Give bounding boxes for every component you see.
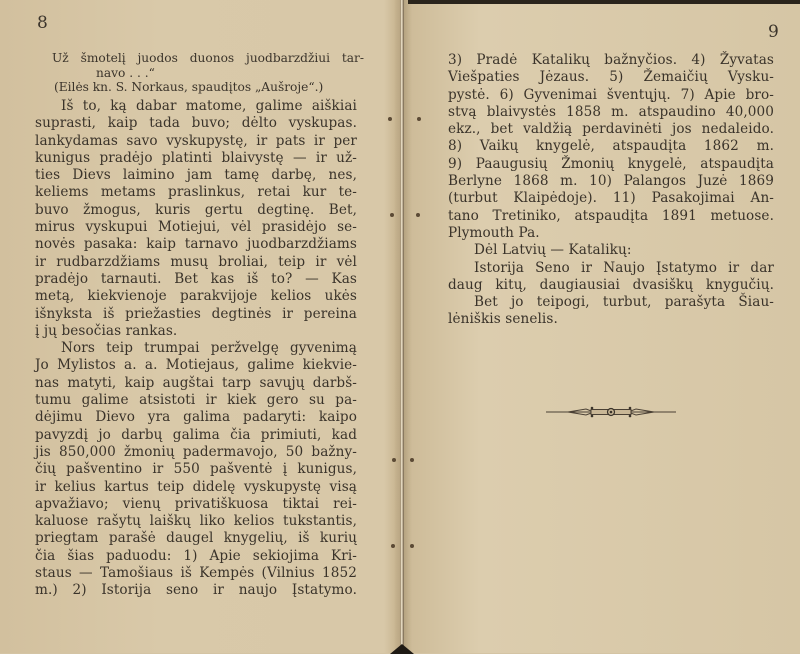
text-line: Iš to, ką dabar matome, galime aiškiai [61,98,357,114]
text-line: tumu galime atsistoti ir kiek gero su pa- [35,392,357,409]
text-line: 9) Paaugusių Žmonių knygelė, atspaudįta [448,155,774,172]
text-line: kunigus pradėjo platinti blaivystę — ir už- [35,149,357,166]
text-line: pradėjo tarnauti. Bet kas iš to? — Kas [35,270,357,287]
text-line: ir kelius kartus teip didelę vyskupystę visą [35,478,357,495]
text-line: jis 850,000 žmonių padermavojo, 50 bažny- [35,443,357,460]
text-line: Jo Mylistos a. a. Motiejaus, galime kiekvie- [35,357,357,374]
text-line: Berlyne 1868 m. 10) Palangos Juzė 1869 [448,173,774,190]
text-line: Nors teip trumpai peržvelgę gyvenimą [61,340,357,357]
text-line: priegtam parašė daugel knygelių, iš kurių [35,530,357,547]
text-line: metą, kiekvienoje parakvijoje kelios ukės [35,288,357,305]
text-line: daug kitų, daugiausiai dvasiškų knygučių. [448,276,774,293]
text-heading: Dėl Latvių — Katalikų: [474,242,632,259]
text-line: mirus vyskupui Motiejui, vėl prasidėjo se- [35,219,357,236]
text-line: 8) Vaikų knygelė, atspaudįta 1862 m. [448,138,774,155]
text-line: stvą blaivystės 1858 m. atspaudino 40,000 [448,103,774,120]
text-line: Istorija Seno ir Naujo Įstatymo ir dar [474,259,774,276]
body-text [448,52,774,329]
ornament-divider-icon [546,404,676,420]
text-line: staus — Tamošiaus iš Kempės (Vilnius 1852 [35,565,357,582]
text-line: ekz., bet valdžią perdavinėti jos nedaleido. [448,121,774,138]
text-line: lankydamas savo vyskupystę, ir pats ir per [35,132,357,149]
body-text [35,98,357,600]
epigraph [52,51,364,95]
page-number: 8 [37,13,48,33]
right-page [404,0,800,653]
text-line: keliems metams praslinkus, retai kur te- [35,184,357,201]
text-line: nas matyti, kaip augštai tarp savųjų darbš- [35,374,357,391]
page-number: 9 [768,22,779,42]
text-line: tano Tretiniko, atspaudįta 1891 metuose. [448,207,774,224]
text-line: Viešpaties Jėzaus. 5) Žemaičių Vysku- [448,69,774,86]
epigraph-line: navo . . .“ [96,65,155,80]
text-line: į jų besočias rankas. [35,322,178,339]
text-line: suprasti, kaip tada buvo; dėlto vyskupas. [35,115,357,132]
left-page [0,0,400,653]
text-line: čia šias paduodu: 1) Apie sekiojima Kri- [35,547,357,564]
text-line: ties Dievs laimino jam tamę darbę, nes, [35,167,357,184]
text-line: išnyksta iš priežasties degtinės ir pereina [35,305,357,322]
epigraph-source: (Eilės kn. S. Norkaus, spaudįtos „Aušroje“.) [54,80,324,94]
text-line: Bet jo teipogi, turbut, parašyta Šiau- [474,294,774,311]
text-line: m.) 2) Istorija seno ir naujo Įstatymo. [35,582,357,599]
epigraph-line: Už šmotelį juodos duonos juodbarzdžiui tar- [52,51,364,65]
text-line: lėniškis senelis. [448,311,558,328]
text-line: dėjimu Dievo yra galima padaryti: kaipo [35,409,357,426]
text-line: apvažiavo; vienų privatiškuosa tiktai rei- [35,495,357,512]
text-line: kaluose rašytų laiškų liko kelios tukstantis, [35,513,357,530]
text-line: (turbut Klaipėdoje). 11) Pasakojimai An- [448,190,774,207]
text-line: Plymouth Pa. [448,224,540,241]
text-line: ir rudbarzdžiams musų broliai, teip ir vėl [35,253,357,270]
text-line: čių pašventino ir 550 pašventė į kunigus, [35,461,357,478]
text-line: buvo žmogus, kuris gertu degtinę. Bet, [35,201,357,218]
text-line: pystė. 6) Gyvenimai šventųjų. 7) Apie bro- [448,86,774,103]
text-line: novės pasaka: kaip tarnavo juodbarzdžiams [35,236,357,253]
text-line: 3) Pradė Katalikų bažnyčios. 4) Žyvatas [448,52,774,68]
text-line: pavyzdį jo darbų galima čia primiuti, kad [35,426,357,443]
